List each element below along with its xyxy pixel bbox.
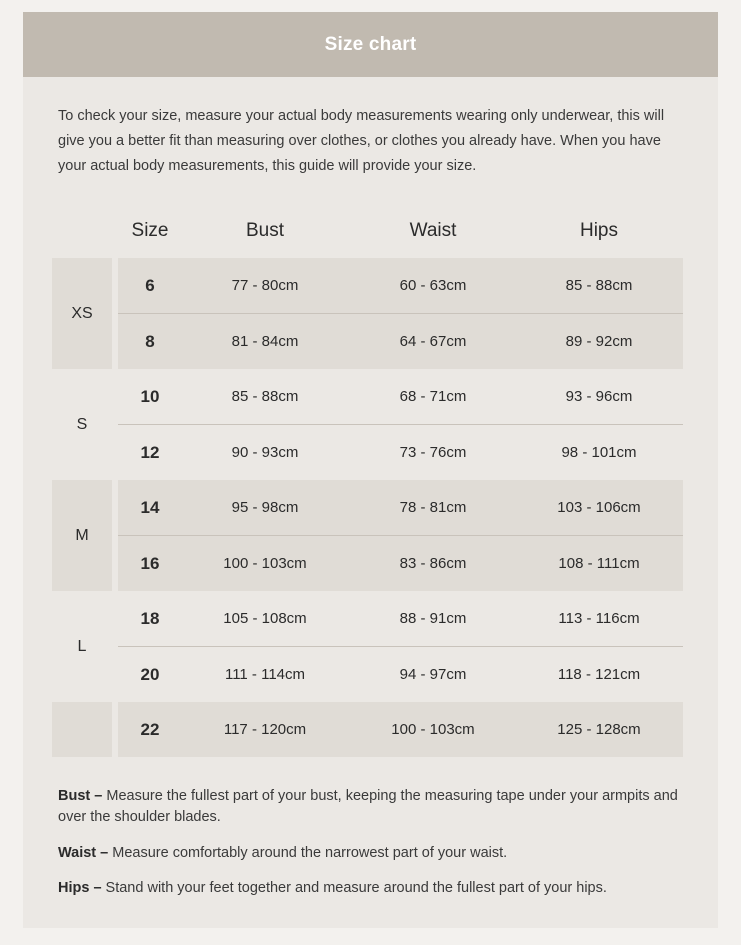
size-group-xl	[52, 702, 112, 757]
waist-cell: 68 - 71cm	[399, 388, 467, 405]
column-header-waist: Waist	[409, 220, 457, 241]
size-group-s: S	[76, 415, 88, 433]
table-row	[118, 536, 683, 591]
column-header-hips: Hips	[579, 220, 618, 241]
note-hips-text: Stand with your feet together and measure around the fullest part of your hips.	[105, 880, 607, 896]
note-hips	[58, 878, 678, 899]
bust-cell: 111 - 114cm	[224, 666, 306, 683]
hips-cell: 108 - 111cm	[558, 555, 640, 572]
bust-cell: 85 - 88cm	[231, 388, 299, 405]
size-cell: 20	[140, 664, 160, 684]
hips-cell: 103 - 106cm	[557, 499, 641, 516]
bust-cell: 81 - 84cm	[231, 333, 299, 350]
size-cell: 22	[140, 719, 160, 739]
waist-cell: 88 - 91cm	[399, 610, 467, 627]
table-row	[118, 647, 683, 702]
size-cell: 12	[140, 442, 160, 462]
bust-cell: 77 - 80cm	[231, 277, 299, 294]
note-waist-text: Measure comfortably around the narrowest part of your waist.	[112, 845, 508, 861]
waist-cell: 78 - 81cm	[399, 499, 467, 516]
hips-cell: 113 - 116cm	[558, 610, 640, 627]
table-row	[118, 314, 683, 369]
waist-cell: 64 - 67cm	[399, 333, 467, 350]
size-cell: 16	[140, 553, 160, 573]
table-row	[118, 425, 683, 480]
bust-cell: 105 - 108cm	[223, 610, 307, 627]
size-group-l: L	[77, 637, 87, 655]
size-cell: 18	[140, 608, 160, 628]
hips-cell: 93 - 96cm	[565, 388, 633, 405]
column-header-size: Size	[131, 220, 169, 241]
note-hips-term: Hips –	[58, 880, 102, 896]
size-chart-panel	[23, 12, 718, 928]
waist-cell: 94 - 97cm	[399, 666, 467, 683]
hips-cell: 85 - 88cm	[565, 277, 633, 294]
table-row	[118, 591, 683, 647]
size-group-m: M	[52, 480, 112, 591]
note-bust-text: Measure the fullest part of your bust, keeping the measuring tape under your armpits and over the shoulder blades.	[58, 788, 678, 825]
waist-cell: 60 - 63cm	[399, 277, 467, 294]
table-row	[118, 258, 683, 314]
note-waist	[58, 843, 678, 864]
hips-cell: 118 - 121cm	[557, 666, 641, 683]
size-group-xs: XS	[52, 258, 112, 369]
note-waist-term: Waist –	[58, 845, 109, 861]
bust-cell: 95 - 98cm	[231, 499, 299, 516]
table-row	[118, 369, 683, 425]
size-cell: 8	[145, 331, 155, 351]
table-row	[118, 702, 683, 757]
table-row	[118, 480, 683, 536]
waist-cell: 100 - 103cm	[391, 721, 475, 738]
size-cell: 14	[140, 497, 160, 517]
size-chart-header	[23, 12, 718, 77]
hips-cell: 98 - 101cm	[561, 444, 637, 461]
waist-cell: 73 - 76cm	[399, 444, 467, 461]
intro-text: To check your size, measure your actual body measurements wearing only underwear, this will give you a better fit than measuring over clothes, or clothes you already have. When you have your actual body measurements, this guide will provide your size.	[58, 108, 665, 174]
hips-cell: 89 - 92cm	[565, 333, 633, 350]
column-header-bust: Bust	[245, 220, 285, 241]
page-title: Size chart	[324, 33, 417, 55]
bust-cell: 90 - 93cm	[231, 444, 299, 461]
note-bust-term: Bust –	[58, 788, 103, 804]
bust-cell: 117 - 120cm	[223, 721, 307, 738]
waist-cell: 83 - 86cm	[399, 555, 467, 572]
hips-cell: 125 - 128cm	[557, 721, 641, 738]
size-cell: 6	[145, 275, 155, 295]
size-cell: 10	[140, 386, 160, 406]
bust-cell: 100 - 103cm	[223, 555, 307, 572]
note-bust	[58, 786, 678, 828]
